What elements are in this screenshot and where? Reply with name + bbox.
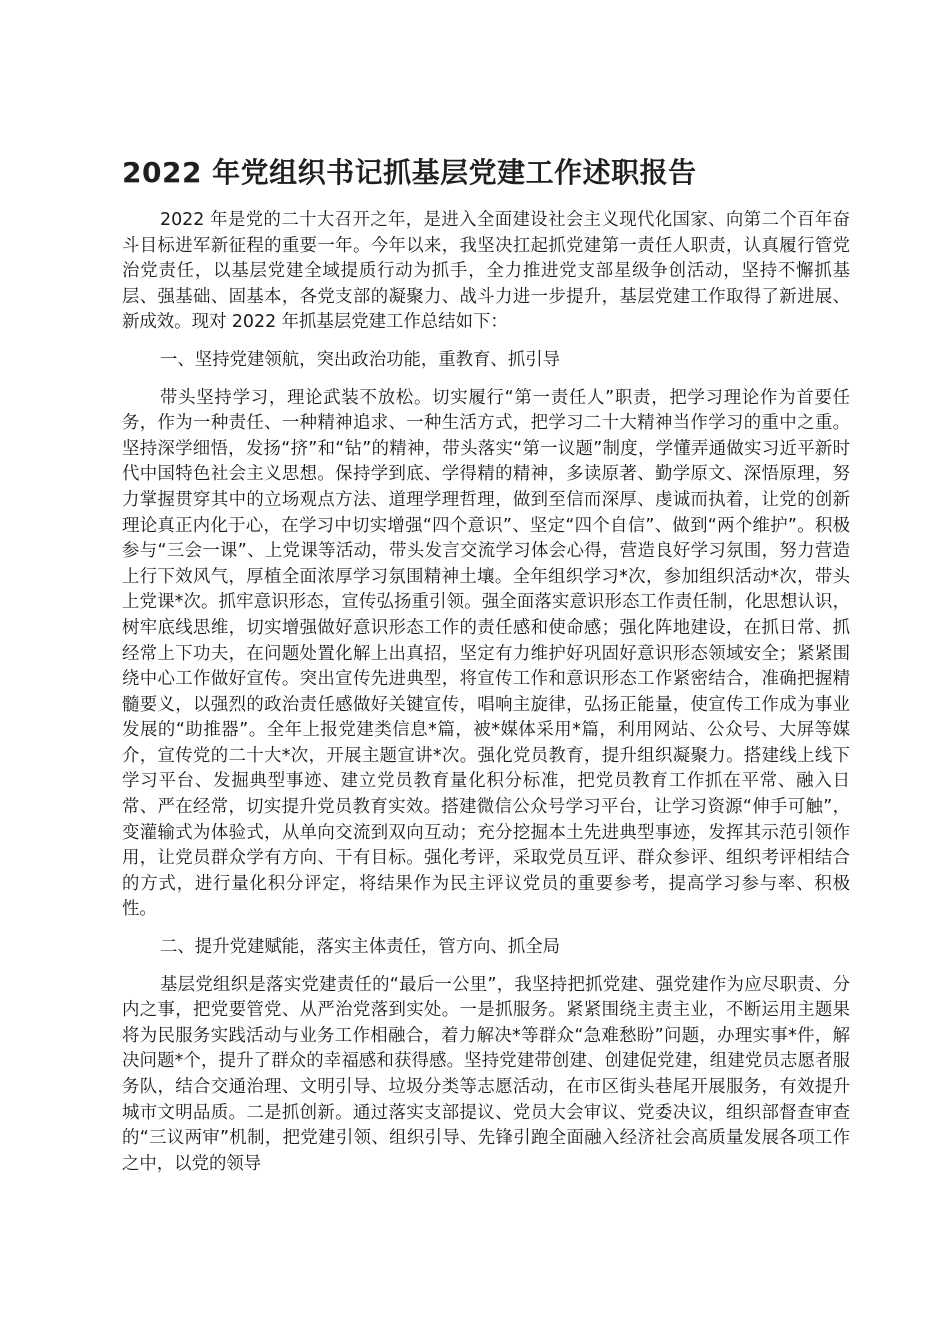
section-body-2: 基层党组织是落实党建责任的“最后一公里”，我坚持把抓党建、强党建作为应尽职责、分内之事，把党要管党、从严治党落到实处。一是抓服务。紧紧围绕主责主业，不断运用主题果将为民服务实践活动与业务工作相融合，着力解决*等群众“急难愁盼”问题，办理实事*件，解决问题*个，提升了群众的幸福感和获得感。坚持党建带创建、创建促党建，组建党员志愿者服务队，结合交通治理、文明引导、垃圾分类等志愿活动，在市区街头巷尾开展服务，有效提升城市文明品质。二是抓创新。通过落实支部提议、党员大会审议、党委决议，组织部督查审查的“三议两审”机制，把党建引领、组织引导、先锋引跑全面融入经济社会高质量发展各项工作之中，以党的领导 — [122, 974, 850, 1174]
document-title: 2022 年党组织书记抓基层党建工作述职报告 — [122, 156, 697, 189]
document-body — [122, 208, 850, 1177]
section-body-1: 带头坚持学习，理论武装不放松。切实履行“第一责任人”职责，把学习理论作为首要任务，作为一种责任、一种精神追求、一种生活方式，把学习二十大精神当作学习的重中之重。坚持深学细悟，发扬“挤”和“钻”的精神，带头落实“第一议题”制度，学懂弄通做实习近平新时代中国特色社会主义思想。保持学到底、学得精的精神，多读原著、勤学原文、深悟原理，努力掌握贯穿其中的立场观点方法、道理学理哲理，做到至信而深厚、虔诚而执着，让党的创新理论真正内化于心，在学习中切实增强“四个意识”、坚定“四个自信”、做到“两个维护”。积极参与“三会一课”、上党课等活动，带头发言交流学习体会心得，营造良好学习氛围，努力营造上行下效风气，厚植全面浓厚学习氛围精神土壤。全年组织学习*次，参加组织活动*次，带头上党课*次。抓牢意识形态，宣传弘扬重引领。强全面落实意识形态工作责任制，化思想认识，树牢底线思维，切实增强做好意识形态工作的责任感和使命感；强化阵地建设，在抓日常、抓经常上下功夫，在问题处置化解上出真招，坚定有力维护好巩固好意识形态领域安全；紧紧围绕中心工作做好宣传。突出宣传先进典型，将宣传工作和意识形态工作紧密结合，准确把握精髓要义，以强烈的政治责任感做好关键宣传，唱响主旋律，弘扬正能量，使宣传工作成为事业发展的“助推器”。全年上报党建类信息*篇，被*媒体采用*篇，利用网站、公众号、大屏等媒介，宣传党的二十大*次，开展主题宣讲*次。强化党员教育，提升组织凝聚力。搭建线上线下学习平台、发掘典型事迹、建立党员教育量化积分标准，把党员教育工作抓在平常、融入日常、严在经常，切实提升党员教育实效。搭建微信公众号学习平台，让学习资源“伸手可触”，变灌输式为体验式，从单向交流到双向互动；充分挖掘本土先进典型事迹，发挥其示范引领作用，让党员群众学有方向、干有目标。强化考评，采取党员互评、群众参评、组织考评相结合的方式，进行量化积分评定，将结果作为民主评议党员的重要参考，提高学习参与率、积极性。 — [122, 387, 850, 920]
section-heading-2: 二、提升党建赋能，落实主体责任，管方向、抓全局 — [160, 937, 560, 958]
section-heading-1: 一、坚持党建领航，突出政治功能，重教育、抓引导 — [160, 349, 560, 370]
intro-paragraph: 2022 年是党的二十大召开之年，是进入全面建设社会主义现代化国家、向第二个百年奋斗目标进军新征程的重要一年。今年以来，我坚决扛起抓党建第一责任人职责，认真履行管党治党责任，以基层党建全域提质行动为抓手，全力推进党支部星级争创活动，坚持不懈抓基层、强基础、固基本，各党支部的凝聚力、战斗力进一步提升，基层党建工作取得了新进展、新成效。现对 2022 年抓基层党建工作总结如下： — [122, 210, 850, 333]
